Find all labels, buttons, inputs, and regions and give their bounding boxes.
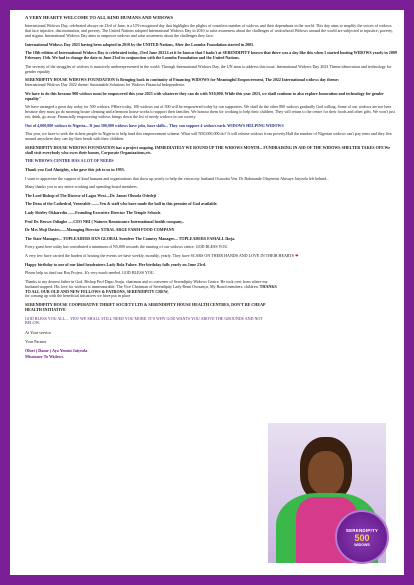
father-text: Thanks to my dearest father in God, Bishop Prof Dapo Asaju, chairman and co convener of Serendipity Widows Centre. He took over from where my husband stopped. His love for widows is immeasurable. The Vice Chairman of Serendipity Lady Remi Ososanya, My Board members, children.: [25, 278, 268, 289]
paragraph-adoption: International Widows Day 2023 having been adopted in 2010 by the UNITED Nations, After the Loomba Foundation started in 2005.: [25, 41, 255, 47]
paragraph-board-thanks: Many thanks you to my entire working and spending board members.: [25, 184, 138, 190]
paragraph-900-widows: We have to do this because 900 widows must be empowered this year 2023 with whatever they can do with N10,000. While this year 2023, we shall continue to also explore Innovation and technology for gender equality": [25, 90, 384, 101]
paragraph-18th-edition: The 18th edition of International Widows Day is celebrated today, 23rd June 2023.Let it be known that I hadn't at SERENDIPITY known that there was a day like this when I started hosting WIDOWS yearly in 2009 February 13th. We had to change the date to June 23rd in conjunction with the Loomba Foundation and the United Nations.: [25, 50, 397, 61]
fellows-text: THANKS TO ALL OUR OLD AND NEW FELLOWS & PATRONS, SERENDIPITY CREW,: [25, 283, 277, 294]
paragraph-cooperative: SERENDIPITY HOUSE COOPERATIVE THRIFT SOCIETY LTD & SERENDIPITY HOUSE HEALTH CENTRES, DON'T BE CHEAP HEALTH INITIATIVE: [25, 302, 266, 312]
paragraph-intro: International Widows Day, celebrated always on 23rd of June, is a UN-recognised day that highlights the plights of countless number of widows and their dependants in the world. This day aims to amplify the voices of widows that face injustice, discrimination, and poverty. The United Nations adopted International Widows Day in 2010 to raise awareness about the challenges of widowhood.Widows around the world are subjected to injustice, poverty, and stigma. International Widows Day aims to empower widows and raise awareness about the challenges they face.: [25, 23, 393, 39]
foundation-theme-text: SERENDIPITY HOUSE WIDOWS FOUNDATION Is Bringing back in continuity of Financing WIDOWS for Meaningful Empowerment, The 2022 International widows day theme:: [25, 77, 339, 83]
paragraph-birthday: Happy birthday to one of our kind headraisers Lady Bola Falore. Her birthday falls yearly on June 23rd.: [25, 261, 207, 267]
paragraph-foundation-theme: [25, 78, 397, 88]
acknowledgement-moji: Dr Mrs Moji Davies.......Managing Director XTRAL ARGE FARM FOOD COMPANY: [25, 227, 175, 233]
paragraph-bus-project: Please help us fund our Bus Project. It's very much needed. GOD BLESS YOU.: [25, 270, 155, 276]
heart-icon: ❤: [295, 252, 299, 258]
document-title: A VERY HEARTY WELCOME TO ALL KIND HUMANS AND WIDOWS: [25, 15, 174, 20]
badge-number: 500: [354, 532, 370, 543]
acknowledgement-bishop: The Lord Bishop of The Diocese of Lagos West....Dr. James Olusola Odedeji: [25, 192, 157, 198]
paragraph-scars: [25, 254, 397, 259]
scars-text: A very few have carried the burden of hosting the events we have weekly, monthly, yearly. They have SCARS ON THEIR HANDS AND LOVE IN THEIR HEARTS: [25, 252, 295, 258]
signatory-name: Oluri ( Dame ) Ayo Yemisi Jaiyeola: [25, 348, 88, 354]
paragraph-thank-god: Thank you God Almighty, who gave this job to us in 1995.: [25, 167, 125, 172]
signoff-service: At Your service: [25, 330, 52, 336]
acknowledgement-state-manager: The State Manager.... TOPLEADERS DXN GLOBAL Surulere The Country Manager.... TOPLEADERS FAMALL Ikeja.: [25, 235, 236, 241]
paragraph-appreciation: I want to appreciate the support of kind humans and organisations that show up yearly to help the vision my husband Osuoobu Ven. Dr Babatunde Olayemisi Abisuye Jaiyeola left behind...: [25, 175, 330, 181]
document-page: [10, 10, 404, 575]
acknowledgement-brown: Prof Dr. Brown Odiaghe .....CEO NRI ( Natures Renaissance International health company..: [25, 218, 184, 224]
badge-line1: SERENDIPITY: [345, 527, 379, 533]
badge-line3: WIDOWS: [354, 542, 370, 547]
signoff-partner: Your Partner: [25, 339, 47, 345]
letter-content: [25, 15, 397, 363]
paragraph-guests: Every guest here today has contributed a minimum of N5,000 towards the running of our widows centre. GOD BLESS YOU.: [25, 244, 229, 250]
photo-face: [308, 451, 344, 495]
paragraph-great-day: We have arranged a great day today for 500 widows. PHere today, 100 widows out of 500 will be empowered today by our supporters. We shall do the other 800 widows gradually God willing. Some of our widows are not here because they must go do morning house cleaning and afternoon house works to support their families. We honour them for working to help their children. They will return to the centre for their foods and other gifts. We won't just eat, drink, go away. Financially empowering widows brings down the list of needy widows in our society.: [25, 104, 395, 120]
initiatives-text: for coming up with the beneficial initiatives we have put in place: [25, 293, 131, 299]
paragraph-shelter-project: SERENDIPITY HOUSE WIDOWS FOUNDATION has a project ongoing. IMMEDIATELY WE ROUND UP THE WIDOWS MONTH... FUNDRAISING IN AID OF THE WIDOWS SHELTER TAKES OFF.We shall visit everybody who owes their homes, Corporate Organizations,etc.: [25, 144, 391, 155]
paragraph-centre-needs: THE WIDOWS CENTRE HAS A LOT OF NEEDS: [25, 158, 114, 164]
acknowledgement-dean: The Dean of the Cathedral, Venerable ........Ven & staff who have made the hall in this premise of God available.: [25, 201, 218, 207]
signatory-title: Missioner To Widows: [25, 354, 64, 360]
acknowledgement-shirley: Lady Shirley Okharedia .......Founding Executive Director The Temple Schools: [25, 209, 161, 215]
theme-2022-text: International Widows Day 2022 theme: Sustainable Solutions for Widows Financial Independence.: [25, 82, 186, 88]
paragraph-struggles: The severity of the struggles of widows is massively underrepresented in the world. Through International Widows Day, the UN aims to address this issue. International Widows Day 2023 Theme tdmovation and technology for gender equality: [25, 63, 392, 74]
paragraph-4-million: Out of 4,000,000 widows in Nigeria... If just 500,000 widows have jobs, have skills... They can support 4 widows each. WIDOWS HELPING WIDOWS: [25, 122, 284, 128]
serendipity-500-widows-badge: [335, 510, 389, 564]
paragraph-richest-people: This year, we have to seek the richest people in Nigeria to help fund this empowerment scheme. What will N50,000,000 do? It will release widows from poverty.Half the number of Nigerian widows can't pay rents and they live around anywhere they can lay their heads with their children.: [25, 131, 392, 142]
paragraph-god-bless: GOD BLESS YOU ALL.... YES! WE SHALL STILL NEED YOU MORE. IT'S WHY GOD WANTS YOU ABOVE THE GROUNDS AND NOT BELOW.: [25, 315, 263, 326]
paragraph-father-in-god: [25, 280, 280, 300]
